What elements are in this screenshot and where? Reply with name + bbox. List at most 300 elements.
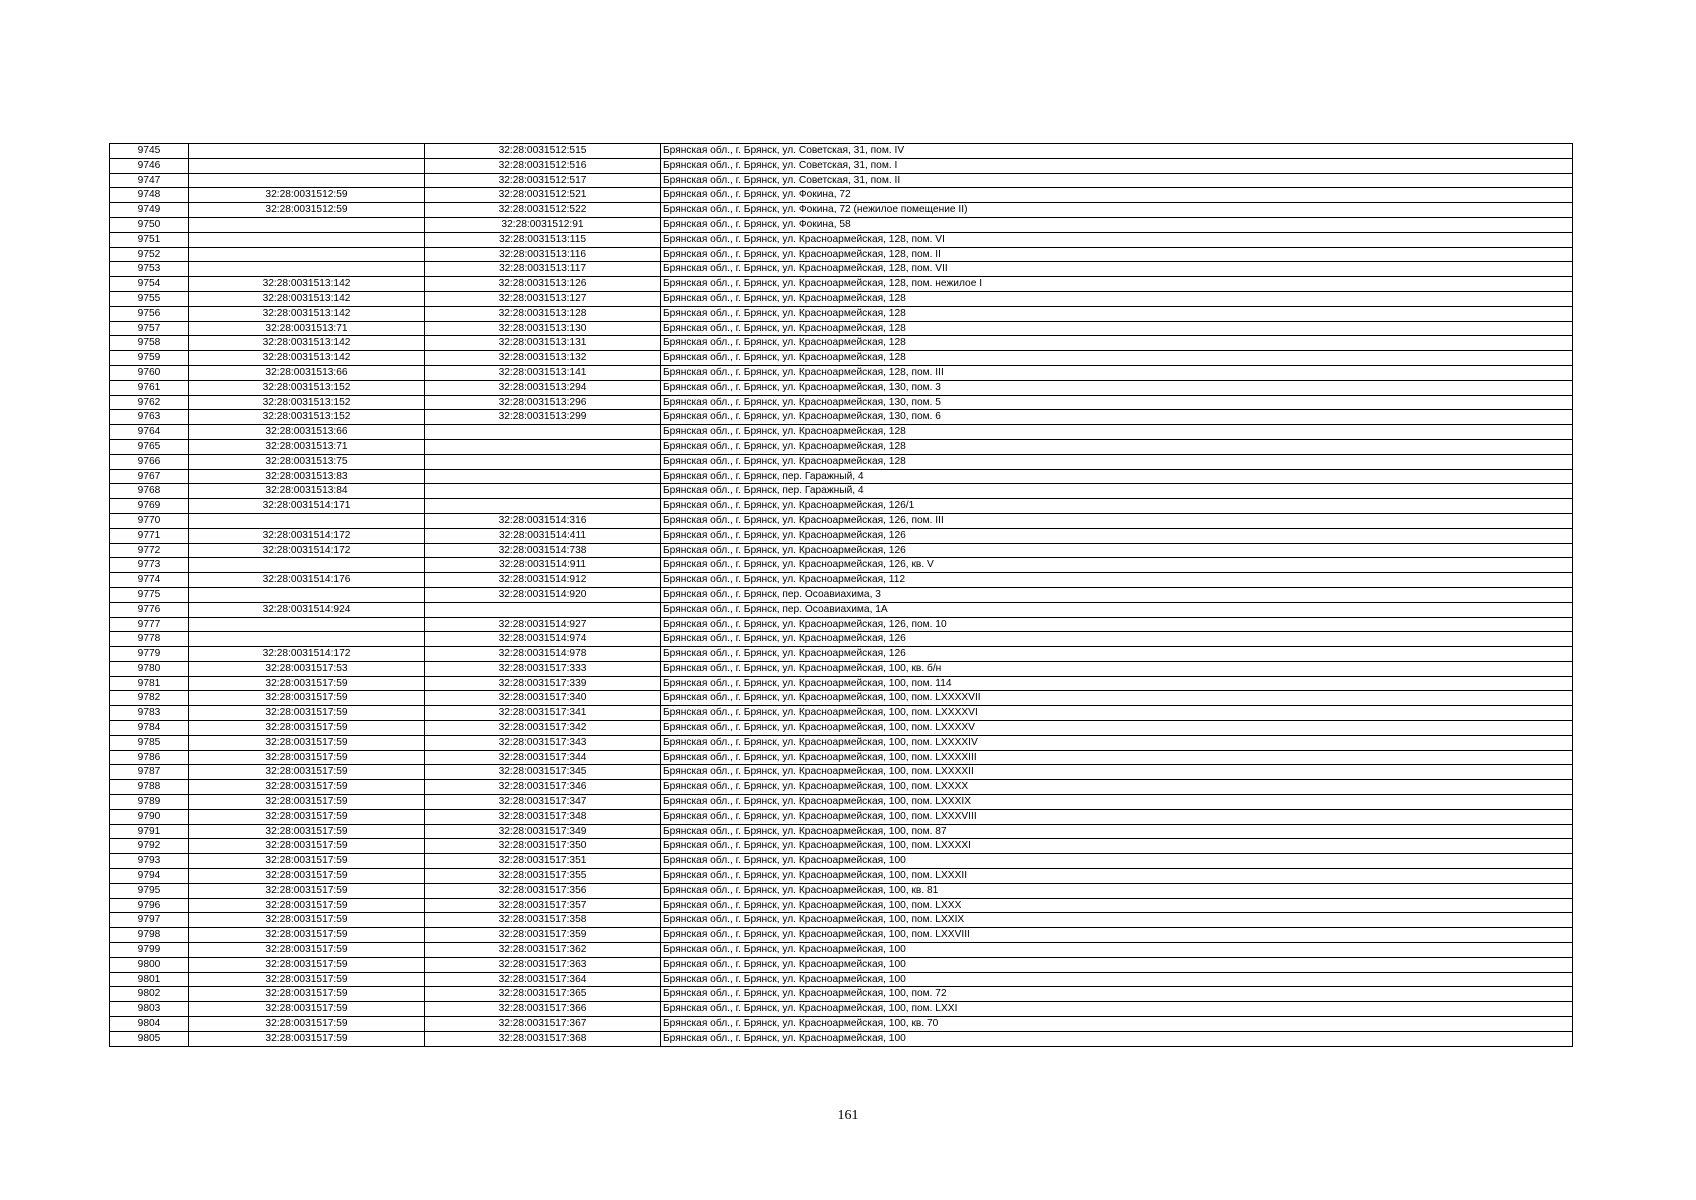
cadastral-number-cell: 32:28:0031517:349	[425, 824, 661, 839]
parent-cadastral-number-cell	[189, 173, 425, 188]
table-row	[110, 484, 1573, 499]
cadastral-number-cell	[425, 454, 661, 469]
row-number-cell: 9789	[110, 795, 189, 810]
row-number-cell: 9776	[110, 602, 189, 617]
parent-cadastral-number-cell: 32:28:0031517:59	[189, 972, 425, 987]
table-row	[110, 499, 1573, 514]
parent-cadastral-number-cell: 32:28:0031517:59	[189, 676, 425, 691]
address-cell: Брянская обл., г. Брянск, ул. Красноармейская, 128	[661, 306, 1573, 321]
address-cell: Брянская обл., г. Брянск, ул. Красноармейская, 130, пом. 5	[661, 395, 1573, 410]
cadastral-number-cell: 32:28:0031517:367	[425, 1017, 661, 1032]
address-cell: Брянская обл., г. Брянск, ул. Красноармейская, 100	[661, 854, 1573, 869]
address-cell: Брянская обл., г. Брянск, ул. Красноармейская, 126	[661, 543, 1573, 558]
address-cell: Брянская обл., г. Брянск, ул. Красноармейская, 100, пом. LXXXVIII	[661, 809, 1573, 824]
page-number: 161	[837, 1108, 859, 1123]
row-number-cell: 9755	[110, 291, 189, 306]
address-cell: Брянская обл., г. Брянск, ул. Красноармейская, 100, пом. LXXXXIII	[661, 750, 1573, 765]
parent-cadastral-number-cell: 32:28:0031513:152	[189, 395, 425, 410]
row-number-cell: 9786	[110, 750, 189, 765]
table-row	[110, 321, 1573, 336]
table-row	[110, 336, 1573, 351]
table-row	[110, 365, 1573, 380]
row-number-cell: 9782	[110, 691, 189, 706]
row-number-cell: 9797	[110, 913, 189, 928]
parent-cadastral-number-cell: 32:28:0031517:59	[189, 750, 425, 765]
cadastral-number-cell: 32:28:0031517:363	[425, 957, 661, 972]
cadastral-number-cell: 32:28:0031517:347	[425, 795, 661, 810]
table-row	[110, 750, 1573, 765]
cadastral-number-cell: 32:28:0031517:340	[425, 691, 661, 706]
row-number-cell: 9805	[110, 1031, 189, 1046]
address-cell: Брянская обл., г. Брянск, ул. Красноармейская, 126, пом. III	[661, 513, 1573, 528]
row-number-cell: 9788	[110, 780, 189, 795]
table-row	[110, 558, 1573, 573]
parent-cadastral-number-cell: 32:28:0031517:53	[189, 661, 425, 676]
row-number-cell: 9768	[110, 484, 189, 499]
parent-cadastral-number-cell: 32:28:0031517:59	[189, 943, 425, 958]
address-cell: Брянская обл., г. Брянск, ул. Красноармейская, 100, пом. LXXXXII	[661, 765, 1573, 780]
cadastral-number-cell: 32:28:0031513:131	[425, 336, 661, 351]
parent-cadastral-number-cell: 32:28:0031514:172	[189, 528, 425, 543]
row-number-cell: 9781	[110, 676, 189, 691]
cadastral-number-cell: 32:28:0031517:358	[425, 913, 661, 928]
row-number-cell: 9796	[110, 898, 189, 913]
table-row	[110, 647, 1573, 662]
row-number-cell: 9752	[110, 247, 189, 262]
table-row	[110, 1017, 1573, 1032]
table-row	[110, 839, 1573, 854]
address-cell: Брянская обл., г. Брянск, ул. Красноармейская, 100, пом. LXXXXVII	[661, 691, 1573, 706]
parent-cadastral-number-cell: 32:28:0031513:142	[189, 336, 425, 351]
parent-cadastral-number-cell: 32:28:0031517:59	[189, 795, 425, 810]
parent-cadastral-number-cell: 32:28:0031517:59	[189, 869, 425, 884]
address-cell: Брянская обл., г. Брянск, ул. Красноармейская, 128	[661, 351, 1573, 366]
address-cell: Брянская обл., г. Брянск, ул. Красноармейская, 100, кв. 70	[661, 1017, 1573, 1032]
address-cell: Брянская обл., г. Брянск, ул. Красноармейская, 100	[661, 972, 1573, 987]
cadastral-number-cell: 32:28:0031517:357	[425, 898, 661, 913]
parent-cadastral-number-cell	[189, 232, 425, 247]
cadastral-number-cell: 32:28:0031513:115	[425, 232, 661, 247]
parent-cadastral-number-cell: 32:28:0031517:59	[189, 809, 425, 824]
table-row	[110, 691, 1573, 706]
parent-cadastral-number-cell: 32:28:0031517:59	[189, 735, 425, 750]
row-number-cell: 9762	[110, 395, 189, 410]
address-cell: Брянская обл., г. Брянск, ул. Красноармейская, 126	[661, 528, 1573, 543]
address-cell: Брянская обл., г. Брянск, ул. Советская, 31, пом. I	[661, 158, 1573, 173]
parent-cadastral-number-cell: 32:28:0031517:59	[189, 1017, 425, 1032]
parent-cadastral-number-cell	[189, 513, 425, 528]
table-row	[110, 587, 1573, 602]
row-number-cell: 9747	[110, 173, 189, 188]
table-row	[110, 469, 1573, 484]
row-number-cell: 9769	[110, 499, 189, 514]
cadastral-number-cell: 32:28:0031517:364	[425, 972, 661, 987]
table-row	[110, 809, 1573, 824]
parent-cadastral-number-cell: 32:28:0031517:59	[189, 913, 425, 928]
address-cell: Брянская обл., г. Брянск, ул. Красноармейская, 100	[661, 957, 1573, 972]
parent-cadastral-number-cell: 32:28:0031513:142	[189, 306, 425, 321]
address-cell: Брянская обл., г. Брянск, ул. Красноармейская, 126	[661, 647, 1573, 662]
parent-cadastral-number-cell	[189, 617, 425, 632]
address-cell: Брянская обл., г. Брянск, ул. Красноармейская, 100	[661, 1031, 1573, 1046]
cadastral-number-cell: 32:28:0031517:359	[425, 928, 661, 943]
row-number-cell: 9773	[110, 558, 189, 573]
cadastral-number-cell: 32:28:0031514:738	[425, 543, 661, 558]
address-cell: Брянская обл., г. Брянск, пер. Осоавиахима, 3	[661, 587, 1573, 602]
table-row	[110, 351, 1573, 366]
address-cell: Брянская обл., г. Брянск, ул. Советская, 31, пом. II	[661, 173, 1573, 188]
parent-cadastral-number-cell: 32:28:0031513:152	[189, 410, 425, 425]
table-row	[110, 188, 1573, 203]
cadastral-number-cell: 32:28:0031517:342	[425, 721, 661, 736]
row-number-cell: 9793	[110, 854, 189, 869]
address-cell: Брянская обл., г. Брянск, ул. Красноармейская, 128, пом. VII	[661, 262, 1573, 277]
address-cell: Брянская обл., г. Брянск, ул. Красноармейская, 100, пом. LXXXX	[661, 780, 1573, 795]
cadastral-number-cell: 32:28:0031517:355	[425, 869, 661, 884]
cadastral-number-cell: 32:28:0031514:920	[425, 587, 661, 602]
row-number-cell: 9802	[110, 987, 189, 1002]
table-row	[110, 676, 1573, 691]
address-cell: Брянская обл., г. Брянск, ул. Красноармейская, 100, пом. LXXXXIV	[661, 735, 1573, 750]
address-cell: Брянская обл., г. Брянск, ул. Красноармейская, 130, пом. 3	[661, 380, 1573, 395]
cadastral-number-cell: 32:28:0031517:356	[425, 883, 661, 898]
table-row	[110, 573, 1573, 588]
address-cell: Брянская обл., г. Брянск, пер. Гаражный, 4	[661, 484, 1573, 499]
table-row	[110, 632, 1573, 647]
cadastral-number-cell: 32:28:0031517:368	[425, 1031, 661, 1046]
parent-cadastral-number-cell: 32:28:0031513:71	[189, 321, 425, 336]
parent-cadastral-number-cell	[189, 558, 425, 573]
parent-cadastral-number-cell: 32:28:0031514:924	[189, 602, 425, 617]
cadastral-number-cell: 32:28:0031512:521	[425, 188, 661, 203]
parent-cadastral-number-cell: 32:28:0031513:66	[189, 365, 425, 380]
row-number-cell: 9746	[110, 158, 189, 173]
row-number-cell: 9771	[110, 528, 189, 543]
parent-cadastral-number-cell: 32:28:0031513:142	[189, 351, 425, 366]
parent-cadastral-number-cell	[189, 632, 425, 647]
row-number-cell: 9774	[110, 573, 189, 588]
cadastral-number-cell: 32:28:0031517:344	[425, 750, 661, 765]
table-row	[110, 883, 1573, 898]
row-number-cell: 9754	[110, 277, 189, 292]
row-number-cell: 9766	[110, 454, 189, 469]
parent-cadastral-number-cell: 32:28:0031517:59	[189, 928, 425, 943]
row-number-cell: 9803	[110, 1002, 189, 1017]
address-cell: Брянская обл., г. Брянск, ул. Красноармейская, 128	[661, 439, 1573, 454]
cadastral-number-cell: 32:28:0031514:927	[425, 617, 661, 632]
cadastral-number-cell: 32:28:0031513:130	[425, 321, 661, 336]
row-number-cell: 9783	[110, 706, 189, 721]
row-number-cell: 9753	[110, 262, 189, 277]
cadastral-number-cell: 32:28:0031512:91	[425, 217, 661, 232]
address-cell: Брянская обл., г. Брянск, ул. Красноармейская, 100, пом. LXXXII	[661, 869, 1573, 884]
cadastral-number-cell: 32:28:0031517:351	[425, 854, 661, 869]
registry-table	[109, 143, 1573, 1047]
cadastral-number-cell: 32:28:0031512:522	[425, 203, 661, 218]
row-number-cell: 9767	[110, 469, 189, 484]
table-row	[110, 1002, 1573, 1017]
address-cell: Брянская обл., г. Брянск, ул. Красноармейская, 128	[661, 321, 1573, 336]
table-row	[110, 144, 1573, 159]
row-number-cell: 9750	[110, 217, 189, 232]
address-cell: Брянская обл., г. Брянск, ул. Красноармейская, 128	[661, 454, 1573, 469]
cadastral-number-cell: 32:28:0031513:132	[425, 351, 661, 366]
table-row	[110, 395, 1573, 410]
parent-cadastral-number-cell	[189, 587, 425, 602]
parent-cadastral-number-cell: 32:28:0031512:59	[189, 188, 425, 203]
parent-cadastral-number-cell: 32:28:0031513:71	[189, 439, 425, 454]
table-row	[110, 173, 1573, 188]
table-row	[110, 247, 1573, 262]
table-row	[110, 735, 1573, 750]
parent-cadastral-number-cell	[189, 158, 425, 173]
row-number-cell: 9792	[110, 839, 189, 854]
parent-cadastral-number-cell: 32:28:0031514:172	[189, 543, 425, 558]
table-row	[110, 943, 1573, 958]
address-cell: Брянская обл., г. Брянск, ул. Красноармейская, 128, пом. нежилое I	[661, 277, 1573, 292]
parent-cadastral-number-cell: 32:28:0031517:59	[189, 957, 425, 972]
cadastral-number-cell: 32:28:0031513:117	[425, 262, 661, 277]
table-row	[110, 513, 1573, 528]
address-cell: Брянская обл., г. Брянск, ул. Красноармейская, 128	[661, 291, 1573, 306]
row-number-cell: 9748	[110, 188, 189, 203]
cadastral-number-cell	[425, 602, 661, 617]
address-cell: Брянская обл., г. Брянск, ул. Красноармейская, 126, пом. 10	[661, 617, 1573, 632]
parent-cadastral-number-cell: 32:28:0031513:66	[189, 425, 425, 440]
row-number-cell: 9794	[110, 869, 189, 884]
parent-cadastral-number-cell: 32:28:0031513:84	[189, 484, 425, 499]
cadastral-number-cell: 32:28:0031517:350	[425, 839, 661, 854]
parent-cadastral-number-cell: 32:28:0031517:59	[189, 1002, 425, 1017]
table-row	[110, 706, 1573, 721]
row-number-cell: 9790	[110, 809, 189, 824]
table-row	[110, 425, 1573, 440]
row-number-cell: 9770	[110, 513, 189, 528]
cadastral-number-cell: 32:28:0031517:346	[425, 780, 661, 795]
row-number-cell: 9761	[110, 380, 189, 395]
row-number-cell: 9751	[110, 232, 189, 247]
address-cell: Брянская обл., г. Брянск, ул. Советская, 31, пом. IV	[661, 144, 1573, 159]
address-cell: Брянская обл., г. Брянск, ул. Красноармейская, 100, пом. 114	[661, 676, 1573, 691]
table-row	[110, 869, 1573, 884]
parent-cadastral-number-cell	[189, 262, 425, 277]
table-row	[110, 203, 1573, 218]
address-cell: Брянская обл., г. Брянск, ул. Красноармейская, 100, пом. 87	[661, 824, 1573, 839]
cadastral-number-cell: 32:28:0031512:516	[425, 158, 661, 173]
cadastral-number-cell: 32:28:0031517:365	[425, 987, 661, 1002]
table-row	[110, 277, 1573, 292]
table-row	[110, 661, 1573, 676]
address-cell: Брянская обл., г. Брянск, ул. Красноармейская, 100, пом. LXXVIII	[661, 928, 1573, 943]
row-number-cell: 9779	[110, 647, 189, 662]
table-row	[110, 854, 1573, 869]
cadastral-number-cell: 32:28:0031513:141	[425, 365, 661, 380]
parent-cadastral-number-cell	[189, 217, 425, 232]
parent-cadastral-number-cell: 32:28:0031513:83	[189, 469, 425, 484]
address-cell: Брянская обл., г. Брянск, ул. Красноармейская, 128	[661, 336, 1573, 351]
cadastral-number-cell	[425, 469, 661, 484]
registry-table-body	[110, 144, 1573, 1047]
row-number-cell: 9785	[110, 735, 189, 750]
parent-cadastral-number-cell: 32:28:0031513:152	[189, 380, 425, 395]
row-number-cell: 9763	[110, 410, 189, 425]
address-cell: Брянская обл., г. Брянск, ул. Красноармейская, 100, пом. LXXIX	[661, 913, 1573, 928]
parent-cadastral-number-cell: 32:28:0031517:59	[189, 765, 425, 780]
cadastral-number-cell: 32:28:0031517:333	[425, 661, 661, 676]
table-row	[110, 972, 1573, 987]
cadastral-number-cell: 32:28:0031517:341	[425, 706, 661, 721]
address-cell: Брянская обл., г. Брянск, ул. Красноармейская, 100, пом. 72	[661, 987, 1573, 1002]
table-row	[110, 928, 1573, 943]
cadastral-number-cell: 32:28:0031513:294	[425, 380, 661, 395]
cadastral-number-cell: 32:28:0031513:126	[425, 277, 661, 292]
parent-cadastral-number-cell: 32:28:0031512:59	[189, 203, 425, 218]
parent-cadastral-number-cell: 32:28:0031517:59	[189, 839, 425, 854]
table-row	[110, 765, 1573, 780]
table-row	[110, 913, 1573, 928]
row-number-cell: 9757	[110, 321, 189, 336]
cadastral-number-cell: 32:28:0031514:912	[425, 573, 661, 588]
address-cell: Брянская обл., г. Брянск, ул. Красноармейская, 128, пом. III	[661, 365, 1573, 380]
table-row	[110, 987, 1573, 1002]
parent-cadastral-number-cell: 32:28:0031517:59	[189, 824, 425, 839]
cadastral-number-cell: 32:28:0031514:974	[425, 632, 661, 647]
row-number-cell: 9795	[110, 883, 189, 898]
cadastral-number-cell: 32:28:0031512:517	[425, 173, 661, 188]
row-number-cell: 9780	[110, 661, 189, 676]
parent-cadastral-number-cell: 32:28:0031517:59	[189, 987, 425, 1002]
row-number-cell: 9800	[110, 957, 189, 972]
parent-cadastral-number-cell: 32:28:0031517:59	[189, 780, 425, 795]
row-number-cell: 9772	[110, 543, 189, 558]
address-cell: Брянская обл., г. Брянск, пер. Осоавиахима, 1А	[661, 602, 1573, 617]
row-number-cell: 9756	[110, 306, 189, 321]
address-cell: Брянская обл., г. Брянск, ул. Красноармейская, 130, пом. 6	[661, 410, 1573, 425]
cadastral-number-cell	[425, 499, 661, 514]
address-cell: Брянская обл., г. Брянск, ул. Красноармейская, 126	[661, 632, 1573, 647]
table-row	[110, 262, 1573, 277]
address-cell: Брянская обл., г. Брянск, пер. Гаражный, 4	[661, 469, 1573, 484]
address-cell: Брянская обл., г. Брянск, ул. Красноармейская, 100, кв. б/н	[661, 661, 1573, 676]
address-cell: Брянская обл., г. Брянск, ул. Красноармейская, 100, пом. LXXXIX	[661, 795, 1573, 810]
row-number-cell: 9784	[110, 721, 189, 736]
address-cell: Брянская обл., г. Брянск, ул. Красноармейская, 100, пом. LXXXXV	[661, 721, 1573, 736]
cadastral-number-cell: 32:28:0031517:345	[425, 765, 661, 780]
table-row	[110, 602, 1573, 617]
address-cell: Брянская обл., г. Брянск, ул. Красноармейская, 128, пом. II	[661, 247, 1573, 262]
address-cell: Брянская обл., г. Брянск, ул. Красноармейская, 112	[661, 573, 1573, 588]
table-row	[110, 528, 1573, 543]
cadastral-number-cell	[425, 439, 661, 454]
row-number-cell: 9765	[110, 439, 189, 454]
address-cell: Брянская обл., г. Брянск, ул. Красноармейская, 100, пом. LXXI	[661, 1002, 1573, 1017]
row-number-cell: 9778	[110, 632, 189, 647]
parent-cadastral-number-cell: 32:28:0031514:176	[189, 573, 425, 588]
cadastral-number-cell: 32:28:0031517:366	[425, 1002, 661, 1017]
cadastral-number-cell: 32:28:0031513:128	[425, 306, 661, 321]
cadastral-number-cell: 32:28:0031517:362	[425, 943, 661, 958]
parent-cadastral-number-cell: 32:28:0031517:59	[189, 691, 425, 706]
cadastral-number-cell: 32:28:0031514:911	[425, 558, 661, 573]
parent-cadastral-number-cell: 32:28:0031517:59	[189, 854, 425, 869]
parent-cadastral-number-cell: 32:28:0031513:142	[189, 277, 425, 292]
table-row	[110, 439, 1573, 454]
table-row	[110, 410, 1573, 425]
address-cell: Брянская обл., г. Брянск, ул. Красноармейская, 100	[661, 943, 1573, 958]
cadastral-number-cell: 32:28:0031514:978	[425, 647, 661, 662]
table-row	[110, 721, 1573, 736]
table-row	[110, 780, 1573, 795]
table-row	[110, 217, 1573, 232]
table-row	[110, 957, 1573, 972]
table-row	[110, 1031, 1573, 1046]
address-cell: Брянская обл., г. Брянск, ул. Фокина, 58	[661, 217, 1573, 232]
row-number-cell: 9804	[110, 1017, 189, 1032]
cadastral-number-cell: 32:28:0031512:515	[425, 144, 661, 159]
table-row	[110, 232, 1573, 247]
parent-cadastral-number-cell: 32:28:0031517:59	[189, 721, 425, 736]
row-number-cell: 9791	[110, 824, 189, 839]
table-row	[110, 306, 1573, 321]
address-cell: Брянская обл., г. Брянск, ул. Красноармейская, 100, пом. LXXXXI	[661, 839, 1573, 854]
row-number-cell: 9759	[110, 351, 189, 366]
table-row	[110, 543, 1573, 558]
cadastral-number-cell: 32:28:0031514:411	[425, 528, 661, 543]
address-cell: Брянская обл., г. Брянск, ул. Фокина, 72 (нежилое помещение II)	[661, 203, 1573, 218]
address-cell: Брянская обл., г. Брянск, ул. Красноармейская, 100, пом. LXXXXVI	[661, 706, 1573, 721]
row-number-cell: 9801	[110, 972, 189, 987]
cadastral-number-cell	[425, 425, 661, 440]
cadastral-number-cell: 32:28:0031513:299	[425, 410, 661, 425]
table-row	[110, 380, 1573, 395]
table-row	[110, 291, 1573, 306]
row-number-cell: 9758	[110, 336, 189, 351]
parent-cadastral-number-cell: 32:28:0031517:59	[189, 706, 425, 721]
parent-cadastral-number-cell: 32:28:0031514:172	[189, 647, 425, 662]
row-number-cell: 9787	[110, 765, 189, 780]
row-number-cell: 9799	[110, 943, 189, 958]
address-cell: Брянская обл., г. Брянск, ул. Красноармейская, 128	[661, 425, 1573, 440]
parent-cadastral-number-cell: 32:28:0031517:59	[189, 898, 425, 913]
address-cell: Брянская обл., г. Брянск, ул. Фокина, 72	[661, 188, 1573, 203]
cadastral-number-cell: 32:28:0031517:339	[425, 676, 661, 691]
table-row	[110, 158, 1573, 173]
cadastral-number-cell: 32:28:0031513:127	[425, 291, 661, 306]
cadastral-number-cell: 32:28:0031513:296	[425, 395, 661, 410]
address-cell: Брянская обл., г. Брянск, ул. Красноармейская, 126, кв. V	[661, 558, 1573, 573]
row-number-cell: 9798	[110, 928, 189, 943]
parent-cadastral-number-cell: 32:28:0031514:171	[189, 499, 425, 514]
row-number-cell: 9749	[110, 203, 189, 218]
table-row	[110, 898, 1573, 913]
address-cell: Брянская обл., г. Брянск, ул. Красноармейская, 100, пом. LXXX	[661, 898, 1573, 913]
table-row	[110, 795, 1573, 810]
cadastral-number-cell: 32:28:0031514:316	[425, 513, 661, 528]
parent-cadastral-number-cell: 32:28:0031513:142	[189, 291, 425, 306]
cadastral-number-cell: 32:28:0031517:343	[425, 735, 661, 750]
row-number-cell: 9775	[110, 587, 189, 602]
address-cell: Брянская обл., г. Брянск, ул. Красноармейская, 100, кв. 81	[661, 883, 1573, 898]
table-row	[110, 824, 1573, 839]
row-number-cell: 9745	[110, 144, 189, 159]
cadastral-number-cell	[425, 484, 661, 499]
table-row	[110, 617, 1573, 632]
table-row	[110, 454, 1573, 469]
cadastral-number-cell: 32:28:0031513:116	[425, 247, 661, 262]
address-cell: Брянская обл., г. Брянск, ул. Красноармейская, 128, пом. VI	[661, 232, 1573, 247]
cadastral-number-cell: 32:28:0031517:348	[425, 809, 661, 824]
parent-cadastral-number-cell: 32:28:0031513:75	[189, 454, 425, 469]
